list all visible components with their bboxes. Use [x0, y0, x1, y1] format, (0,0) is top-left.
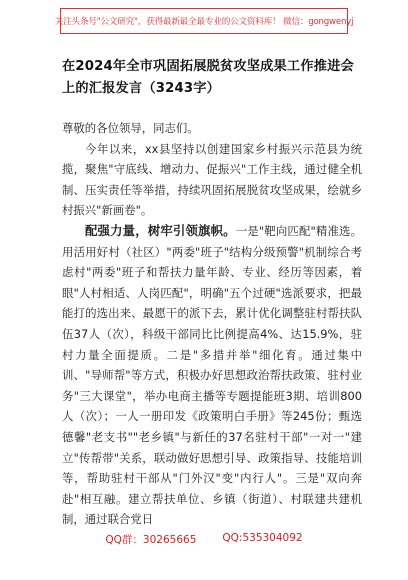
document-title: 在2024年全市巩固拓展脱贫攻坚成果工作推进会上的汇报发言（3243字）	[62, 59, 354, 96]
promo-banner	[54, 8, 354, 34]
section-body: 一是"靶向匹配"精准选。用活用好村（社区）"两委"班子"结构分级预警"机制综合考虑村"两委"班子和帮扶力量年龄、专业、经历等因素，着眼"人村相适、人岗匹配"，明确"五个过硬"选派要求，把最能打的选出来、最愿干的派下去，累计优化调整驻村帮扶队伍37人（次），科级干部同比比例提高4%、达15.9%，驻村力量全面提质。二是"多措并举"细化育。通过集中训、"导师帮"等方式，积极办好思想政治帮扶政策、驻村业务"三大课堂"，举办电商主播等专题提能班3期、培训800人（次）；一人一册印发《政策明白手册》等245份；甄选德馨"老支书""老乡镇"与新任的37名驻村干部"一对一"建立"传帮带"关系，联动做好思想引导、政策指导、技能培训等，帮助驻村干部从"门外汉"变"内行人"。三是"双向奔赴"相互融。建立帮扶单位、乡镇（街道）、村联建共建机制，通过联合党日	[62, 223, 362, 527]
promo-banner-text: 关注头条号"公文研究"，获得最新最全最专业的公文资料库！ 微信：gongwenyj	[54, 17, 354, 27]
document-body	[62, 118, 362, 530]
contact-footer	[0, 532, 408, 547]
qq-group-text: QQ群：30265665	[105, 534, 197, 546]
intro-paragraph: 今年以来，xx县坚持以创建国家乡村振兴示范县为统揽，聚焦"守底线、增动力、促振兴"工作主线，通过健全机制、压实责任等举措，持续巩固拓展脱贫攻坚成果，绘就乡村振兴"新画卷"。	[62, 141, 362, 218]
section-paragraph	[62, 221, 362, 530]
qq-number-text: QQ:535304092	[222, 532, 303, 544]
section-heading: 配强力量，树牢引领旗帜。	[85, 222, 236, 238]
salutation: 尊敬的各位领导，同志们。	[62, 121, 199, 135]
